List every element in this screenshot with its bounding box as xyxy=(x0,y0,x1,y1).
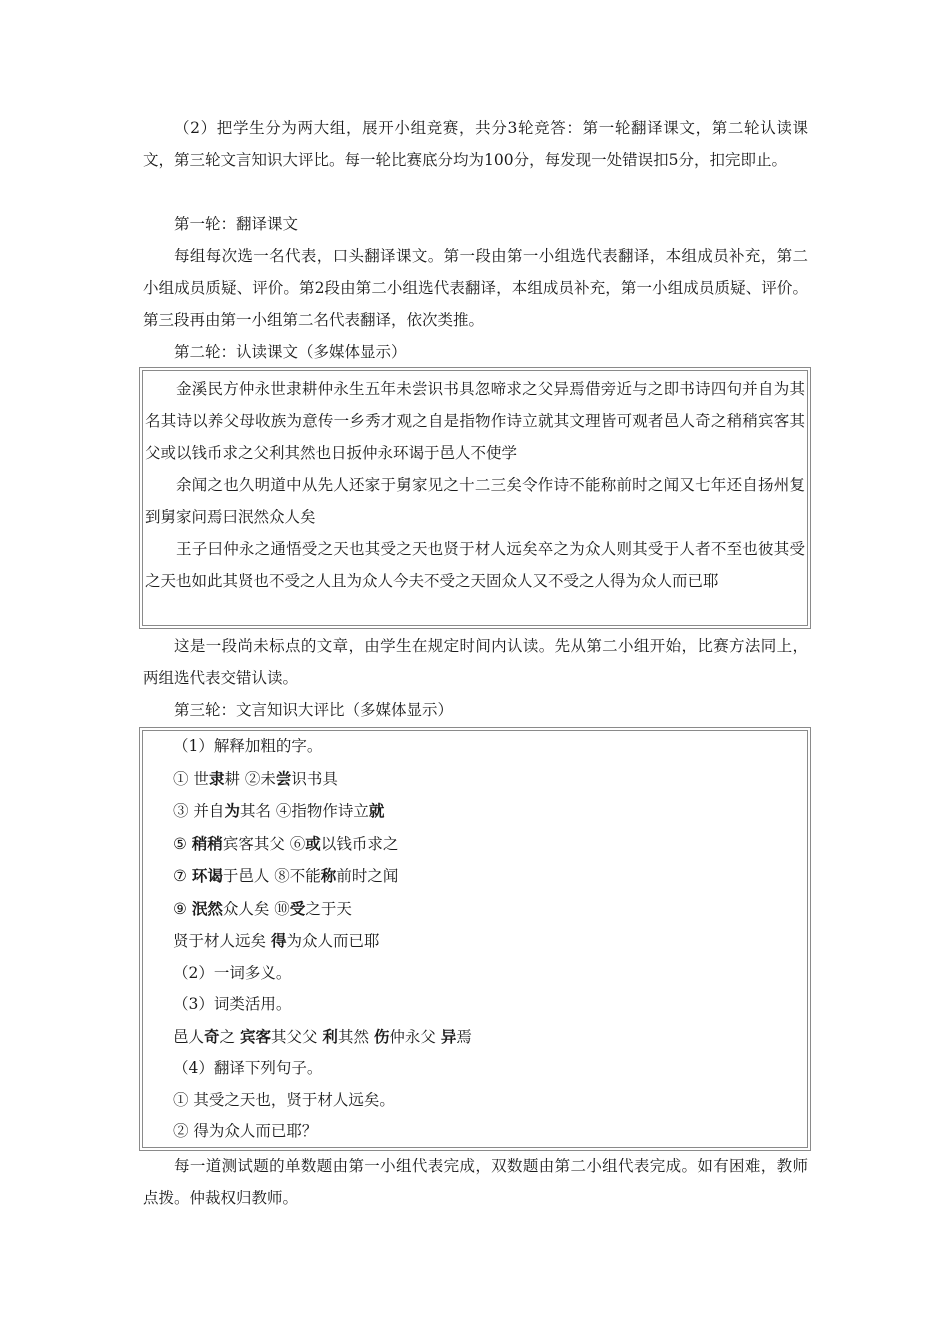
quiz-sentence-1: ① 其受之天也，贤于材人远矣。 xyxy=(173,1090,395,1109)
round1-body: 每组每次选一名代表，口头翻译课文。第一段由第一小组选代表翻译，本组成员补充，第二小组成员质疑、评价。第2段由第二小组选代表翻译，本组成员补充，第一小组成员质疑、评价。第三段再由第一小组第二名代表翻译，依次类推。 xyxy=(143,247,808,329)
bold-term: 隶 xyxy=(208,768,225,788)
text-segment: ⑥ xyxy=(289,834,306,853)
text-segment: 焉 xyxy=(456,1027,472,1046)
quiz-sentence-2: ② 得为众人而已耶？ xyxy=(173,1122,318,1140)
quiz-item xyxy=(143,860,807,893)
text-segment: ②未 xyxy=(244,769,276,788)
text-segment: ⑧不能 xyxy=(274,867,321,885)
quiz-item xyxy=(143,893,807,926)
quiz-box xyxy=(142,730,808,1148)
text-segment: 邑人 xyxy=(173,1027,205,1046)
round1-title: 第一轮：翻译课文 xyxy=(174,215,299,233)
text-segment: 仲永父 xyxy=(389,1027,441,1046)
quiz-q4: （4）翻译下列句子。 xyxy=(173,1059,323,1077)
text-segment: 识书具 xyxy=(291,769,338,788)
bold-term: 利 xyxy=(322,1026,338,1046)
text-segment: ① 世 xyxy=(173,769,209,788)
bold-term: 稍稍 xyxy=(191,833,223,853)
text-segment: 于邑人 xyxy=(222,867,275,885)
bold-term: 为 xyxy=(224,801,240,820)
text-segment: 之于天 xyxy=(305,899,352,918)
quiz-q3-line xyxy=(143,1021,807,1054)
quiz-item xyxy=(143,795,807,828)
quiz-item xyxy=(143,828,807,861)
text-segment: 以钱币求之 xyxy=(320,834,399,853)
bold-term: 泯然 xyxy=(191,898,223,918)
text-segment: 前时之闻 xyxy=(336,867,399,885)
text-segment: ⑨ xyxy=(173,899,192,918)
text-segment: 为众人而已耶 xyxy=(286,932,380,950)
bold-term: 或 xyxy=(305,833,321,853)
text-segment: 宾客其父 xyxy=(222,834,290,853)
bold-term: 环谒 xyxy=(191,866,223,885)
quiz-q2: （2）一词多义。 xyxy=(173,963,292,982)
quiz-q1: （1）解释加粗的字。 xyxy=(173,737,323,755)
passage-box xyxy=(142,370,808,626)
round2-note: 这是一段尚未标点的文章，由学生在规定时间内认读。先从第二小组开始，比赛方法同上，两组选代表交错认读。 xyxy=(143,637,808,687)
quiz-q3: （3）词类活用。 xyxy=(173,995,292,1013)
text-segment: 耕 xyxy=(224,769,245,788)
bold-term: 伤 xyxy=(373,1026,390,1046)
quiz-item xyxy=(143,763,807,796)
bold-term: 受 xyxy=(289,898,306,918)
passage-paragraph-1: 金溪民方仲永世隶耕仲永生五年未尝识书具忽啼求之父异焉借旁近与之即书诗四句并自为其名其诗以养父母收族为意传一乡秀才观之自是指物作诗立就其文理皆可观者邑人奇之稍稍宾客其父或以钱币求之父利其然也日扳仲永环谒于邑人不使学 xyxy=(145,380,805,462)
text-segment: 其父父 xyxy=(270,1027,323,1046)
text-segment: ④指物作诗立 xyxy=(275,802,369,820)
bold-term: 尝 xyxy=(275,768,292,788)
text-segment: ⑤ xyxy=(173,834,192,853)
bold-term: 得 xyxy=(270,931,287,950)
round2-title: 第二轮：认读课文（多媒体显示） xyxy=(174,343,407,361)
text-segment: 其然 xyxy=(337,1027,374,1046)
quiz-item xyxy=(143,925,807,958)
bold-term: 就 xyxy=(368,801,385,820)
passage-paragraph-3: 王子曰仲永之通悟受之天也其受之天也贤于材人远矣卒之为众人则其受于人者不至也彼其受之天也如此其贤也不受之人且为众人今夫不受之天固众人又不受之人得为众人而已耶 xyxy=(145,540,805,590)
text-segment: 之 xyxy=(219,1027,240,1046)
round3-title: 第三轮：文言知识大评比（多媒体显示） xyxy=(174,701,454,719)
bold-term: 奇 xyxy=(204,1026,220,1046)
bold-term: 异 xyxy=(440,1026,457,1046)
intro-paragraph: （2）把学生分为两大组，展开小组竞赛，共分3轮竞答：第一轮翻译课文，第二轮认读课文，第三轮文言知识大评比。每一轮比赛底分均为100分，每发现一处错误扣5分，扣完即止。 xyxy=(143,119,808,169)
text-segment: ⑩ xyxy=(274,899,290,918)
text-segment: 其名 xyxy=(239,802,276,820)
passage-paragraph-2: 余闻之也久明道中从先人还家于舅家见之十二三矣令作诗不能称前时之闻又七年还自扬州复到舅家问焉曰泯然众人矣 xyxy=(145,476,805,526)
text-segment: 众人矣 xyxy=(222,899,275,918)
closing-paragraph: 每一道测试题的单数题由第一小组代表完成，双数题由第二小组代表完成。如有困难，教师点拨。仲裁权归教师。 xyxy=(143,1157,808,1207)
bold-term: 宾客 xyxy=(239,1026,271,1046)
text-segment: ⑦ xyxy=(173,867,192,885)
bold-term: 称 xyxy=(320,866,337,885)
text-segment: ③ 并自 xyxy=(173,802,225,820)
text-segment: 贤于材人远矣 xyxy=(173,932,271,950)
